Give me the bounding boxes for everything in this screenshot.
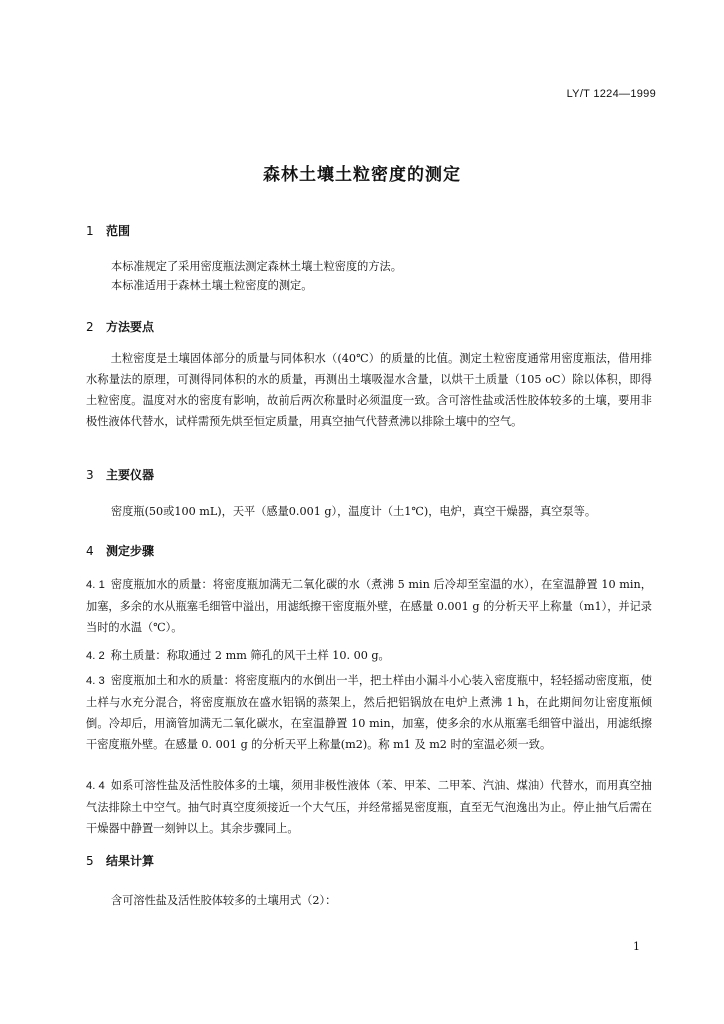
section-number: 3: [86, 468, 94, 482]
step-text: 密度瓶加土和水的质量：将密度瓶内的水倒出一半，把土样由小漏斗小心装入密度瓶中，轻轻摇动密度瓶，使土样与水充分混合，将密度瓶放在盛水铝锅的蒸架上，然后把铝锅放在电炉上煮沸 1 h，在此期间勿让密度瓶倾倒。冷却后，用滴管加满无二氧化碳水，在室温静置 10 min，加塞，使多余的水从瓶塞毛细管中溢出，用滤纸擦干密度瓶外壁。在感量 0. 001 g 的分析天平上称量(m2)。称 m1 及 m2 时的室温必须一致。: [86, 674, 652, 751]
section-number: 2: [86, 320, 94, 334]
step-4-3: [86, 670, 652, 755]
step-text: 密度瓶加水的质量：将密度瓶加满无二氧化碳的水（煮沸 5 min 后冷却至室温的水），在室温静置 10 min，加塞，多余的水从瓶塞毛细管中溢出，用滤纸擦干密度瓶外壁，在感量 0.001 g 的分析天平上称量（m1），并记录当时的水温（℃）。: [86, 578, 652, 634]
step-text: 如系可溶性盐及活性胶体多的土壤，须用非极性液体（苯、甲苯、二甲苯、汽油、煤油）代替水，而用真空抽气法排除土中空气。抽气时真空度须接近一个大气压，并经常摇晃密度瓶，直至无气泡逸出为止。停止抽气后需在干燥器中静置一刻钟以上。其余步骤同上。: [86, 779, 652, 835]
section-5-paragraph: 含可溶性盐及活性胶体较多的土壤用式（2）：: [111, 894, 337, 907]
section-3-paragraph: 密度瓶(50或100 mL)，天平（感量0.001 g），温度计（土1℃)，电炉，真空干燥器，真空泵等。: [111, 505, 597, 518]
section-title: 范围: [106, 224, 131, 238]
step-number: 4. 1: [86, 579, 105, 591]
section-1-line-1: 本标准规定了采用密度瓶法测定森林土壤土粒密度的方法。: [111, 260, 402, 273]
section-title: 结果计算: [106, 854, 155, 868]
section-4-heading: [86, 542, 154, 559]
section-1-heading: [86, 222, 130, 239]
section-title: 主要仪器: [106, 468, 155, 482]
step-text: 称土质量：称取通过 2 mm 筛孔的风干土样 10. 00 g。: [110, 649, 390, 662]
step-number: 4. 4: [86, 780, 105, 792]
page-number: 1: [633, 940, 640, 953]
section-2-paragraph: 土粒密度是土壤固体部分的质量与同体积水（(40℃）的质量的比值。测定土粒密度通常用密度瓶法，借用排水称量法的原理，可测得同体积的水的质量，再测出土壤吸湿水含量，以烘干土质量（105 oC）除以体积，即得土粒密度。温度对水的密度有影响，故前后两次称量时必须温度一致。含可溶性盐或活性胶体较多的土壤，要用非极性液体代替水，试样需预先烘至恒定质量，用真空抽气代替煮沸以排除土壤中的空气。: [86, 352, 652, 428]
step-number: 4. 3: [86, 675, 105, 687]
section-title: 方法要点: [106, 320, 155, 334]
section-number: 1: [86, 224, 94, 238]
standard-code: LY/T 1224—1999: [566, 88, 656, 100]
section-title: 测定步骤: [106, 544, 155, 558]
step-4-1: [86, 574, 652, 638]
section-number: 5: [86, 854, 94, 868]
document-title: 森林土壤土粒密度的测定: [263, 165, 461, 185]
step-4-2: [86, 645, 652, 667]
section-5-heading: [86, 852, 154, 869]
section-1-line-2: 本标准适用于森林土壤土粒密度的测定。: [111, 279, 313, 292]
section-number: 4: [86, 544, 94, 558]
step-number: 4. 2: [86, 650, 105, 662]
section-2-heading: [86, 318, 154, 335]
section-3-heading: [86, 466, 154, 483]
step-4-4: [86, 775, 652, 839]
